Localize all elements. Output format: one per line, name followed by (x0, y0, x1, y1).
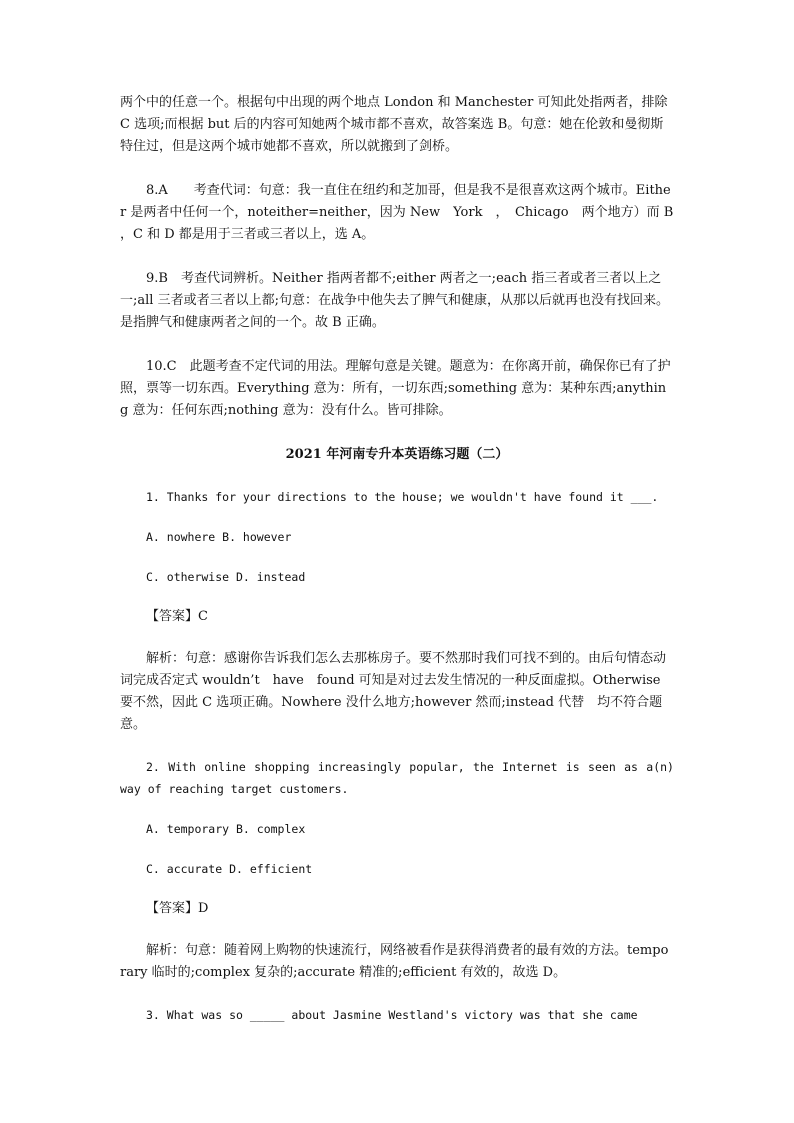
question-1-stem: 1. Thanks for your directions to the house; we wouldn't have found it ___. (146, 490, 659, 504)
question-1-options-ab: A. nowhere B. however (146, 530, 292, 544)
question-1-options-cd: C. otherwise D. instead (146, 570, 306, 584)
question-3-stem: 3. What was so _____ about Jasmine Westland's victory was that she came (146, 1008, 638, 1022)
section-title: 2021 年河南专升本英语练习题（二） (285, 447, 509, 462)
question-2-analysis: 解析：句意：随着网上购物的快速流行，网络被看作是获得消费者的最有效的方法。temporary 临时的;complex 复杂的;accurate 精准的;efficient 有效的，故选 D。 (120, 943, 669, 980)
prev-question-8-explanation: 8.A 考查代词：句意：我一直住在纽约和芝加哥，但是我不是很喜欢这两个城市。Either 是两者中任何一个，noteither=neither，因为 New York ， Chicago 两个地方）而 B ，C 和 D 都是用于三者或三者以上，选 A。 (120, 183, 674, 242)
document-content (120, 92, 674, 1044)
question-2-answer: 【答案】D (146, 901, 209, 916)
prev-question-10-explanation: 10.C 此题考查不定代词的用法。理解句意是关键。题意为：在你离开前，确保你已有了护照，票等一切东西。Everything 意为：所有，一切东西;something 意为：某种东西;anything 意为：任何东西;nothing 意为：没有什么。皆可排除。 (120, 359, 671, 418)
question-2-options-ab: A. temporary B. complex (146, 822, 306, 836)
prev-question-7-explanation: 两个中的任意一个。根据句中出现的两个地点 London 和 Manchester 可知此处指两者，排除 C 选项;而根据 but 后的内容可知她两个城市都不喜欢，故答案选 B。句意：她在伦敦和曼彻斯特住过，但是这两个城市她都不喜欢，所以就搬到了剑桥。 (120, 95, 668, 154)
prev-question-9-explanation: 9.B 考查代词辨析。Neither 指两者都不;either 两者之一;each 指三者或者三者以上之一;all 三者或者三者以上都;句意：在战争中他失去了脾气和健康，从那以后就再也没有找回来。是指脾气和健康两者之间的一个。故 B 正确。 (120, 271, 669, 330)
question-2-stem: 2. With online shopping increasingly popular, the Internet is seen as a(n) way of reaching target customers. (120, 760, 674, 796)
question-1-analysis: 解析：句意：感谢你告诉我们怎么去那栋房子。要不然那时我们可找不到的。由后句情态动词完成否定式 wouldn’t have found 可知是对过去发生情况的一种反面虚拟。Otherwise 要不然，因此 C 选项正确。Nowhere 没什么地方;however 然而;instead 代替 均不符合题意。 (120, 651, 667, 732)
question-2-options-cd: C. accurate D. efficient (146, 862, 313, 876)
question-1-answer: 【答案】C (146, 609, 208, 624)
